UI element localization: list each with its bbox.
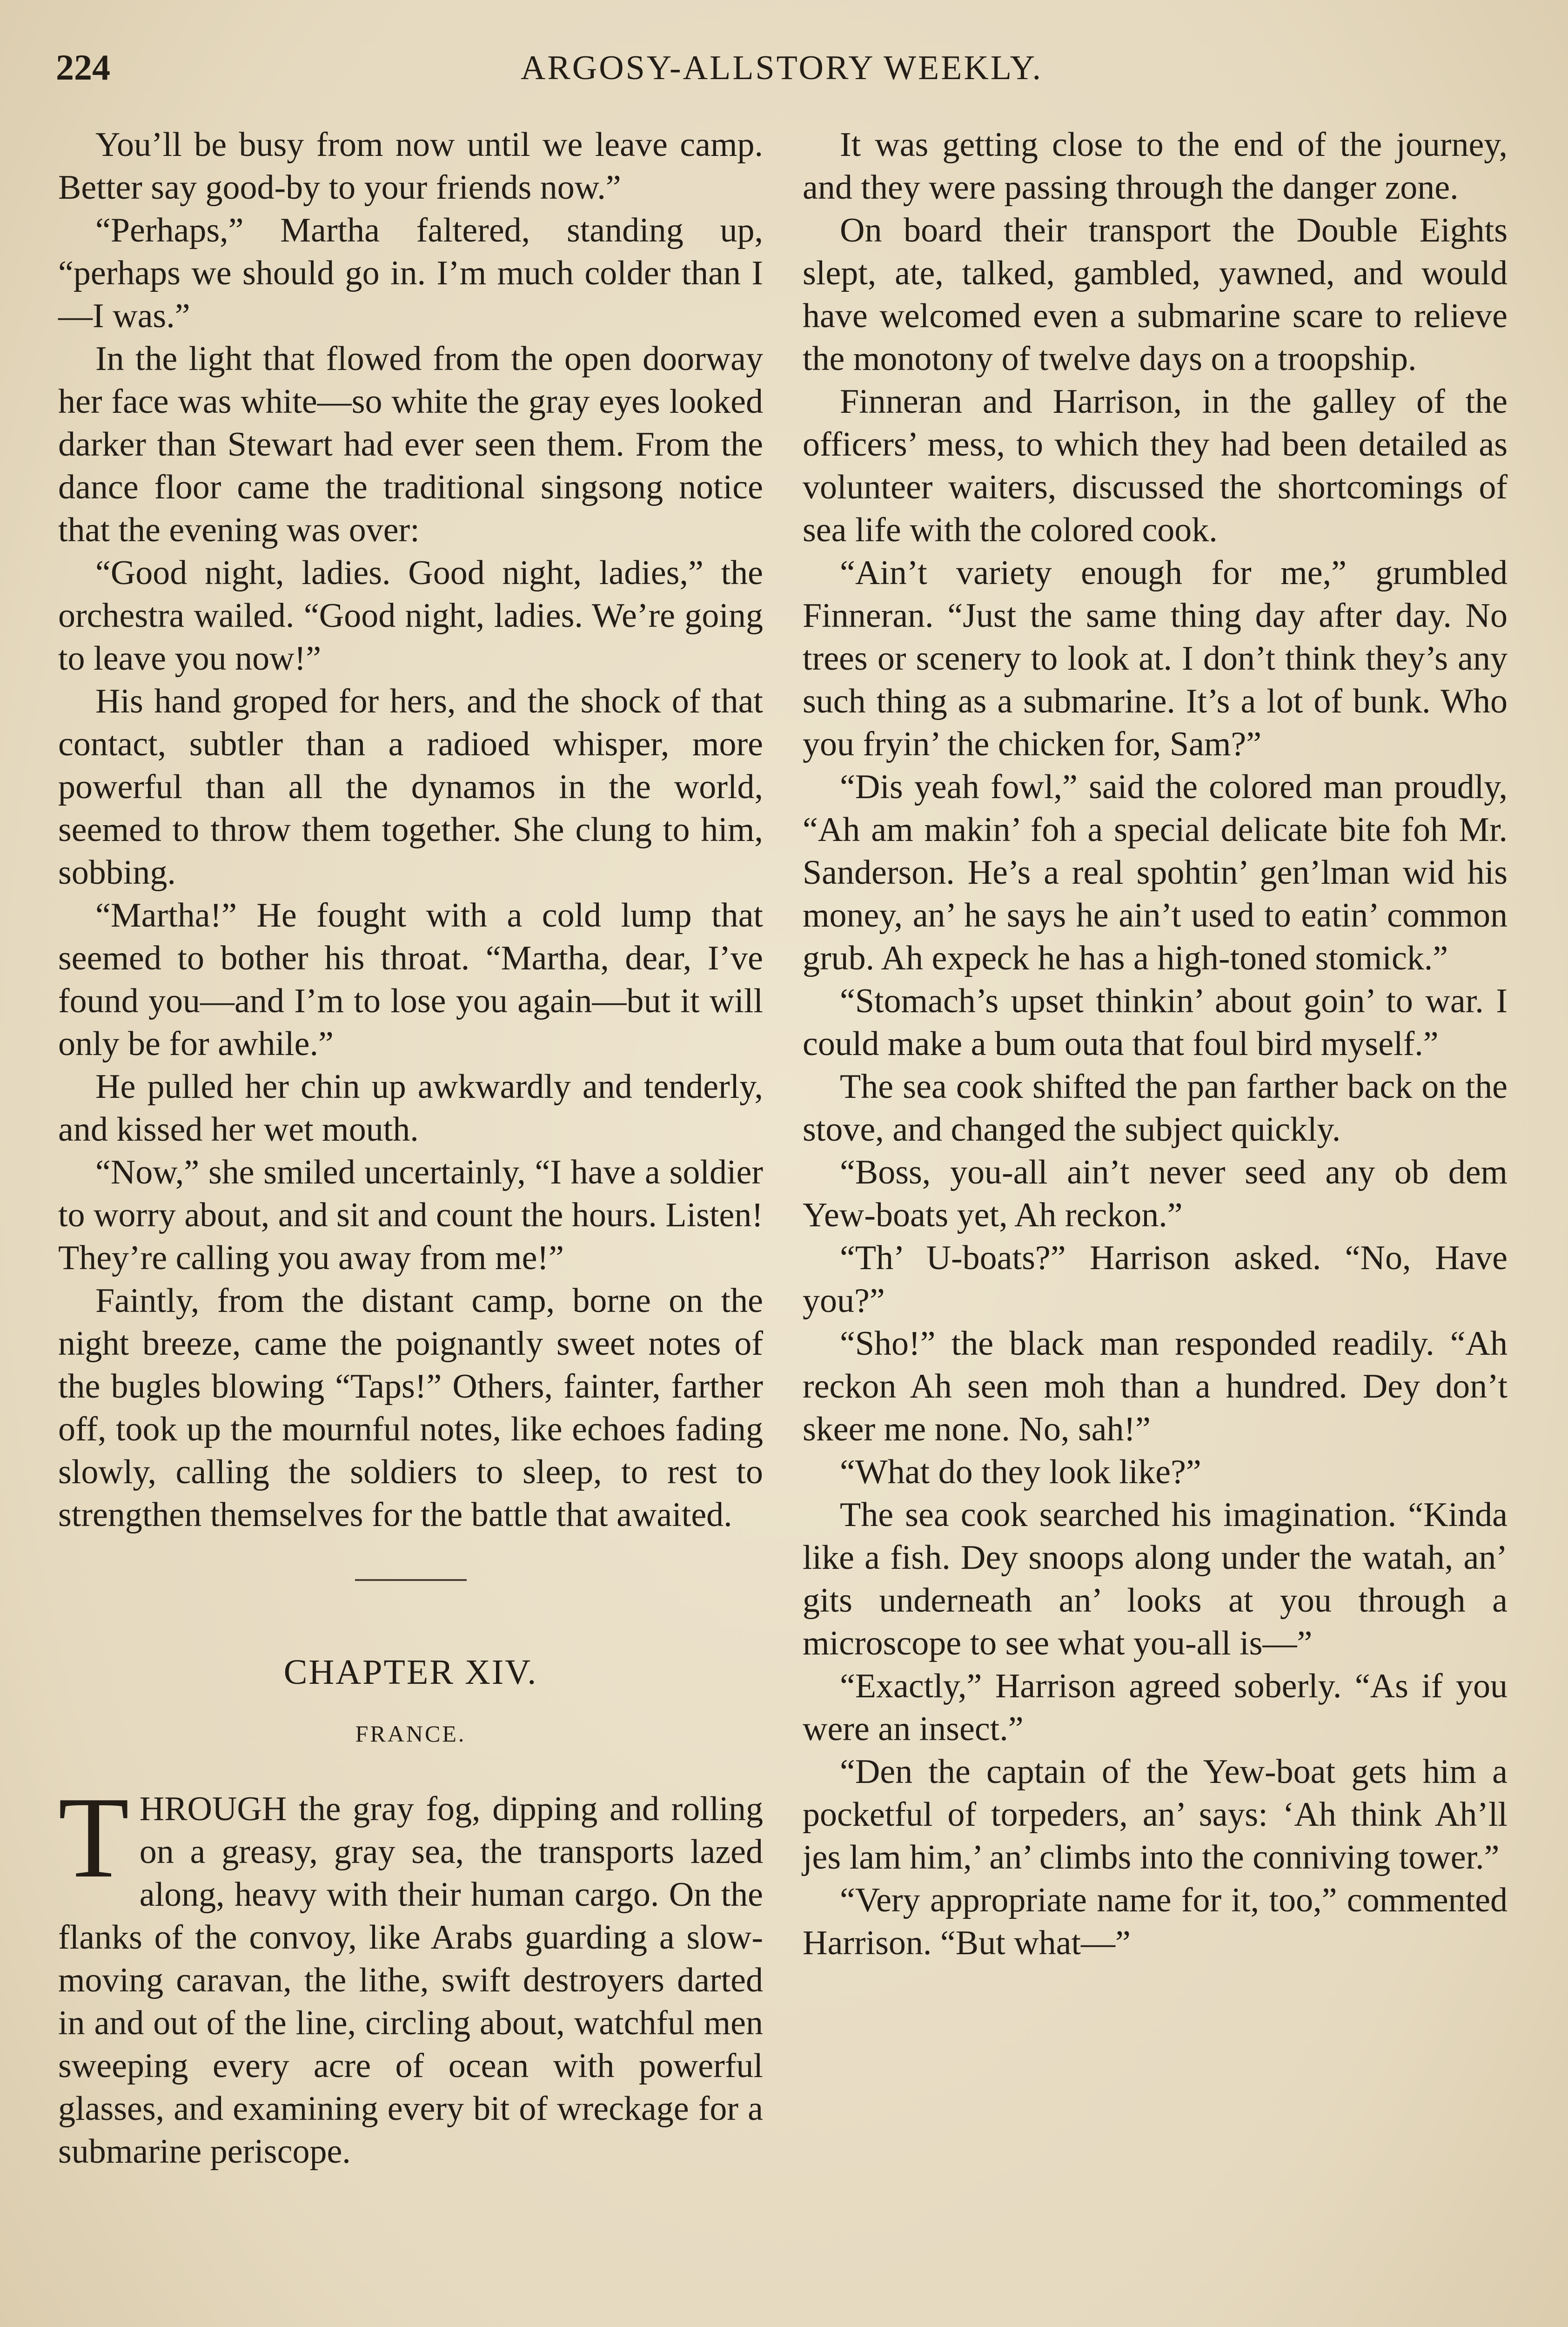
paragraph: “Good night, ladies. Good night, ladies,” the orchestra wailed. “Good night, ladies. We’re going to leave you now!” — [58, 554, 763, 678]
paragraph: “Very appropriate name for it, too,” commented Harrison. “But what—” — [803, 1881, 1508, 1962]
paragraph: “What do they look like?” — [840, 1453, 1201, 1491]
paragraph: His hand groped for hers, and the shock of that contact, subtler than a radioed whisper, more powerful than all the dynamos in the world, seemed to throw them together. She clung to him, sobbing. — [58, 682, 763, 892]
page-number: 224 — [56, 47, 110, 87]
paragraph: “Den the captain of the Yew-boat gets him a pocketful of torpeders, an’ says: ‘Ah think Ah’ll jes lam him,’ an’ climbs into the conniving tower.” — [803, 1753, 1508, 1876]
page-header — [56, 47, 1508, 98]
paragraph: You’ll be busy from now until we leave camp. Better say good-by to your friends now.” — [58, 126, 763, 207]
section-divider — [355, 1579, 467, 1581]
paragraph: “Stomach’s upset thinkin’ about goin’ to war. I could make a bum outa that foul bird myself.” — [803, 982, 1508, 1063]
paragraph: “Th’ U-boats?” Harrison asked. “No, Have you?” — [803, 1239, 1508, 1320]
chapter-opening-text: HROUGH the gray fog, dipping and rolling on a greasy, gray sea, the transports lazed along, heavy with their human cargo. On the flanks of the convoy, like Arabs guarding a slow-moving caravan, the lithe, swift destroyers darted in and out of the line, circling about, watchful men sweeping every acre of ocean with powerful glasses, and examining every bit of wreckage for a submarine periscope. — [58, 1790, 763, 2171]
paragraph: The sea cook shifted the pan farther back on the stove, and changed the subject quickly. — [803, 1068, 1508, 1149]
paragraph: He pulled her chin up awkwardly and tenderly, and kissed her wet mouth. — [58, 1068, 763, 1149]
paragraph: “Martha!” He fought with a cold lump that seemed to bother his throat. “Martha, dear, I’ve found you—and I’m to lose you again—but it will only be for awhile.” — [58, 896, 763, 1063]
chapter-opening-paragraph — [58, 1773, 763, 2173]
paragraph: “Ain’t variety enough for me,” grumbled Finneran. “Just the same thing day after day. No trees or scenery to look at. I don’t think they’s any such thing as a submarine. It’s a lot of bunk. Who you fryin’ the chicken for, Sam?” — [803, 554, 1508, 763]
paragraph: On board their transport the Double Eights slept, ate, talked, gambled, yawned, and would have welcomed even a submarine scare to relieve the monotony of twelve days on a troopship. — [803, 211, 1508, 378]
paragraph: Faintly, from the distant camp, borne on the night breeze, came the poignantly sweet notes of the bugles blowing “Taps!” Others, fainter, farther off, took up the mournful notes, like echoes fading slowly, calling the soldiers to sleep, to rest to strengthen themselves for the battle that awaited. — [58, 1282, 763, 1534]
paragraph: “Boss, you-all ain’t never seed any ob dem Yew-boats yet, Ah reckon.” — [803, 1153, 1508, 1234]
drop-cap: T — [58, 1773, 129, 1902]
paragraph: Finneran and Harrison, in the galley of the officers’ mess, to which they had been detailed as volunteer waiters, discussed the shortcomings of sea life with the colored cook. — [803, 383, 1508, 549]
paragraph: It was getting close to the end of the journey, and they were passing through the danger zone. — [803, 126, 1508, 207]
paragraph: “Exactly,” Harrison agreed soberly. “As if you were an insect.” — [803, 1667, 1508, 1748]
paragraph: “Perhaps,” Martha faltered, standing up, “perhaps we should go in. I’m much colder than I—I was.” — [58, 211, 763, 335]
paragraph: “Now,” she smiled uncertainly, “I have a soldier to worry about, and sit and count the hours. Listen! They’re calling you away from me!” — [58, 1153, 763, 1277]
right-column — [803, 123, 1508, 1964]
running-head: ARGOSY-ALLSTORY WEEKLY. — [520, 49, 1043, 87]
paragraph: The sea cook searched his imagination. “Kinda like a fish. Dey snoops along under the watah, an’ gits underneath an’ looks at you through a microscope to see what you-all is—” — [803, 1496, 1508, 1662]
left-column — [58, 123, 763, 2173]
chapter-title: CHAPTER XIV. — [283, 1653, 538, 1692]
chapter-subtitle: FRANCE. — [355, 1721, 466, 1747]
paragraph: “Sho!” the black man responded readily. “Ah reckon Ah seen moh than a hundred. Dey don’t skeer me none. No, sah!” — [803, 1325, 1508, 1448]
paragraph: In the light that flowed from the open doorway her face was white—so white the gray eyes looked darker than Stewart had ever seen them. From the dance floor came the traditional singsong notice that the evening was over: — [58, 340, 763, 549]
paragraph: “Dis yeah fowl,” said the colored man proudly, “Ah am makin’ foh a special delicate bite foh Mr. Sanderson. He’s a real spohtin’ gen’lman wid his money, an’ he says he ain’t used to eatin’ common grub. Ah expeck he has a high-toned stomick.” — [803, 768, 1508, 977]
